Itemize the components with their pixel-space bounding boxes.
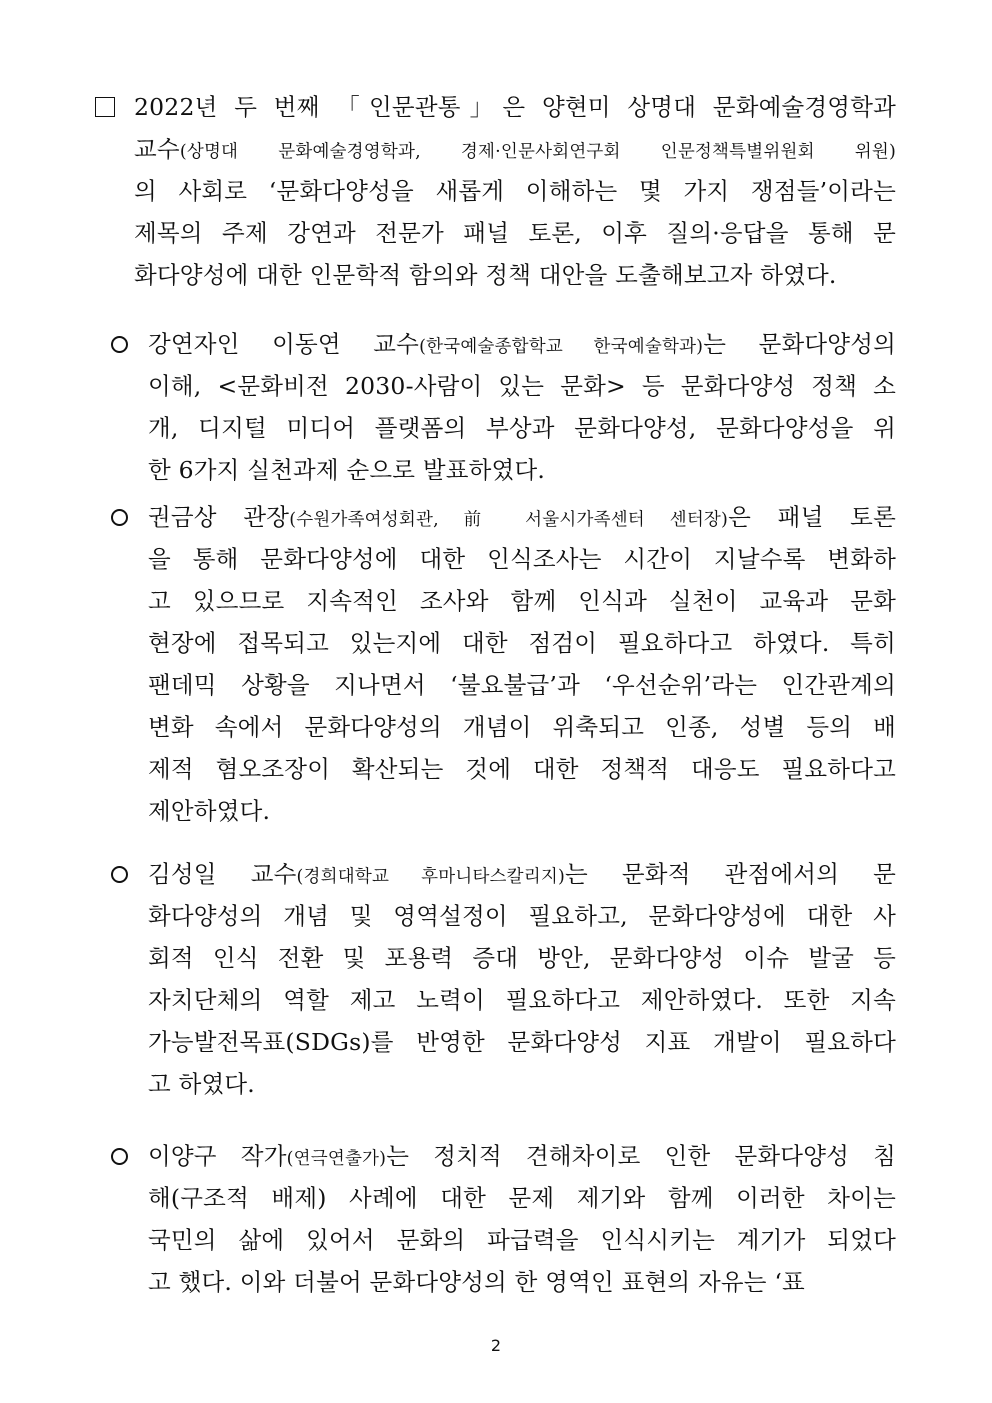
intro-paragraph [134,86,896,296]
text-line [148,664,896,706]
circle-bullet-icon [111,866,128,883]
text-line [148,1135,896,1177]
text-line [148,790,896,832]
body-text: 제안하였다. [148,797,271,825]
text-line [148,365,896,407]
body-text: 화다양성에 대한 인문학적 함의와 정책 대안을 도출해보고자 하였다. [134,261,837,289]
circle-bullet-icon [111,1148,128,1165]
text-line [134,128,896,170]
body-text: 한 6가지 실천과제 순으로 발표하였다. [148,456,546,484]
text-line [134,170,896,212]
body-text: 현장에 접목되고 있는지에 대한 점검이 필요하다고 하였다. 특히 [148,629,896,657]
affiliation-text: (상명대 문화예술경영학과, 경제·인문사회연구회 인문정책특별위원회 위원) [179,142,896,162]
body-text: 국민의 삶에 있어서 문화의 파급력을 인식시키는 계기가 되었다 [148,1226,896,1254]
text-line [148,895,896,937]
body-text: 제목의 주제 강연과 전문가 패널 토론, 이후 질의·응답을 통해 문 [134,219,896,247]
body-text: 해(구조적 배제) 사례에 대한 문제 제기와 함께 이러한 차이는 [148,1184,896,1212]
bullet-paragraph-panel-kim [148,853,896,1105]
text-line [148,407,896,449]
body-text: 김성일 교수 [148,860,297,888]
body-text: 는 문화다양성의 [703,330,896,358]
body-text: 팬데믹 상황을 지나면서 ‘불요불급’과 ‘우선순위’라는 인간관계의 [148,671,896,699]
body-text: 제적 혐오조장이 확산되는 것에 대한 정책적 대응도 필요하다고 [148,755,896,783]
affiliation-text: (경희대학교 후마니타스칼리지) [296,867,566,887]
body-text: 이양구 작가 [148,1142,287,1170]
body-text: 이해, <문화비전 2030-사람이 있는 문화> 등 문화다양성 정책 소 [148,372,896,400]
body-text: 개, 디지털 미디어 플랫폼의 부상과 문화다양성, 문화다양성을 위 [148,414,896,442]
affiliation-text: (한국예술종합학교 한국예술학과) [419,337,704,357]
body-text: 고 있으므로 지속적인 조사와 함께 인식과 실천이 교육과 문화 [148,587,896,615]
body-text: 을 통해 문화다양성에 대한 인식조사는 시간이 지날수록 변화하 [148,545,896,573]
text-line [148,496,896,538]
text-line [148,979,896,1021]
text-line [148,706,896,748]
body-text: 은 패널 토론 [728,503,896,531]
text-line [148,1021,896,1063]
body-text: 2022년 두 번째 「인문관통」은 양현미 상명대 문화예술경영학과 [134,93,896,121]
body-text: 가능발전목표(SDGs)를 반영한 문화다양성 지표 개발이 필요하다 [148,1028,896,1056]
body-text: 강연자인 이동연 교수 [148,330,420,358]
bullet-paragraph-lecture [148,323,896,491]
bullet-paragraph-panel-kwon [148,496,896,832]
text-line [148,1261,896,1303]
text-line [148,853,896,895]
affiliation-text: (연극연출가) [286,1149,387,1169]
body-text: 고 했다. 이와 더불어 문화다양성의 한 영역인 표현의 자유는 ‘표 [148,1268,805,1296]
body-text: 고 하였다. [148,1070,255,1098]
affiliation-text: (수원가족여성회관, 前 서울시가족센터 센터장) [289,510,729,530]
text-line [148,538,896,580]
body-text: 변화 속에서 문화다양성의 개념이 위축되고 인종, 성별 등의 배 [148,713,896,741]
text-line [148,622,896,664]
body-text: 화다양성의 개념 및 영역설정이 필요하고, 문화다양성에 대한 사 [148,902,896,930]
text-line [148,580,896,622]
circle-bullet-icon [111,509,128,526]
text-line [134,212,896,254]
body-text: 교수 [134,135,180,163]
text-line [134,254,896,296]
body-text: 의 사회로 ‘문화다양성을 새롭게 이해하는 몇 가지 쟁점들’이라는 [134,177,896,205]
page-number: 2 [490,1336,502,1355]
text-line [148,1063,896,1105]
body-text: 회적 인식 전환 및 포용력 증대 방안, 문화다양성 이슈 발굴 등 [148,944,896,972]
text-line [148,1177,896,1219]
text-line [148,449,896,491]
bullet-paragraph-panel-lee [148,1135,896,1303]
text-line [148,748,896,790]
body-text: 는 문화적 관점에서의 문 [565,860,896,888]
text-line [148,1219,896,1261]
body-text: 권금상 관장 [148,503,290,531]
body-text: 자치단체의 역할 제고 노력이 필요하다고 제안하였다. 또한 지속 [148,986,896,1014]
circle-bullet-icon [111,336,128,353]
square-bullet-icon [95,97,115,117]
text-line [148,323,896,365]
text-line [148,937,896,979]
text-line [134,86,896,128]
body-text: 는 정치적 견해차이로 인한 문화다양성 침 [386,1142,896,1170]
